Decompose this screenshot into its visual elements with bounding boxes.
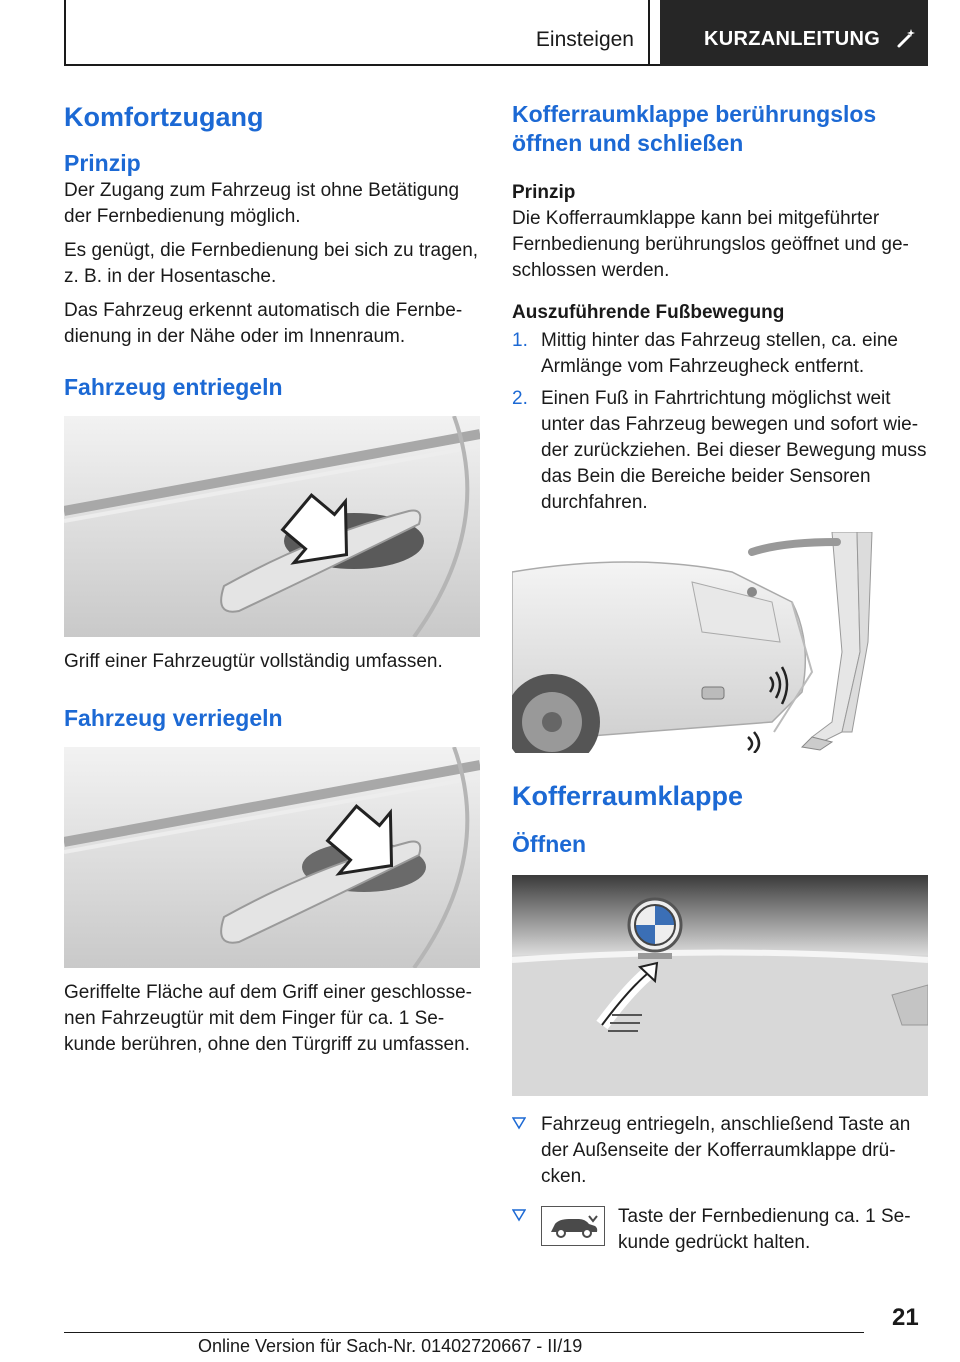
header-chapter-box xyxy=(660,0,928,66)
door-handle-lock-illustration xyxy=(64,747,480,968)
left-column xyxy=(64,100,480,1058)
magic-wand-icon xyxy=(896,27,918,49)
list-item: Fahrzeug entriegeln, anschließend Taste an der Außenseite der Kofferraumklappe drücken. xyxy=(512,1112,928,1190)
footer-online-version: Online Version für Sach-Nr. 01402720667 - II/19 xyxy=(198,1336,583,1356)
list-item: 2. Einen Fuß in Fahrtrichtung möglichst weit unter das Fahrzeug bewegen und sofort wieder zurückziehen. Bei dieser Bewegung muss das Bein die Bereiche beider Sensoren durchfahren. xyxy=(512,388,927,513)
subheading-oeffnen: Öffnen xyxy=(512,831,587,857)
paragraph: Der Zugang zum Fahrzeug ist ohne Betätigung der Fernbedienung möglich. xyxy=(64,180,460,227)
footer-rule xyxy=(64,1332,864,1333)
paragraph: Die Kofferraumklappe kann bei mitgeführter Fernbedienung berührungslos geöffnet und geschlossen werden. xyxy=(512,208,909,281)
section-title-kofferraumklappe: Kofferraumklappe xyxy=(512,781,744,811)
foot-movement-steps xyxy=(512,328,928,516)
subheading-prinzip: Prinzip xyxy=(64,150,141,176)
right-column xyxy=(512,100,928,1256)
list-item: 1. Mittig hinter das Fahrzeug stellen, ca. eine Armlänge vom Fahrzeugheck entfernt. xyxy=(512,330,898,377)
section-title-handsfree-trunk: Kofferraumklappe berührungslos öffnen und schließen xyxy=(512,101,877,156)
remote-trunk-button-icon xyxy=(541,1206,605,1246)
trunk-button-illustration xyxy=(512,875,928,1096)
paragraph: Es genügt, die Fernbedienung bei sich zu tragen, z. B. in der Hosentasche. xyxy=(64,240,479,287)
list-item: Taste der Fernbedienung ca. 1 Sekunde gedrückt halten. xyxy=(512,1204,928,1256)
bullet-triangle-icon xyxy=(512,1208,526,1222)
page-number: 21 xyxy=(892,1304,919,1331)
header-section-label: Einsteigen xyxy=(535,28,634,51)
door-handle-unlock-illustration xyxy=(64,416,480,637)
section-title-komfortzugang: Komfortzugang xyxy=(64,102,264,132)
open-methods-list xyxy=(512,1112,928,1256)
figure-caption-unlock: Griff einer Fahrzeugtür vollständig umfassen. xyxy=(64,651,443,672)
figure-caption-lock: Geriffelte Fläche auf dem Griff einer geschlossenen Fahrzeugtür mit dem Finger für ca. 1 Sekunde berühren, ohne den Türgriff zu umfassen. xyxy=(64,982,472,1055)
subheading-lock: Fahrzeug verriegeln xyxy=(64,705,283,731)
subheading-foot-movement: Auszuführende Fußbewegung xyxy=(512,302,785,323)
header-section-box xyxy=(64,0,650,66)
paragraph: Das Fahrzeug erkennt automatisch die Fernbedienung in der Nähe oder im Innenraum. xyxy=(64,300,463,347)
subheading-prinzip-right: Prinzip xyxy=(512,182,576,203)
handsfree-trunk-illustration xyxy=(512,532,928,753)
header-chapter-label: KURZANLEITUNG xyxy=(704,28,881,50)
bullet-triangle-icon xyxy=(512,1116,526,1130)
subheading-unlock: Fahrzeug entriegeln xyxy=(64,374,283,400)
